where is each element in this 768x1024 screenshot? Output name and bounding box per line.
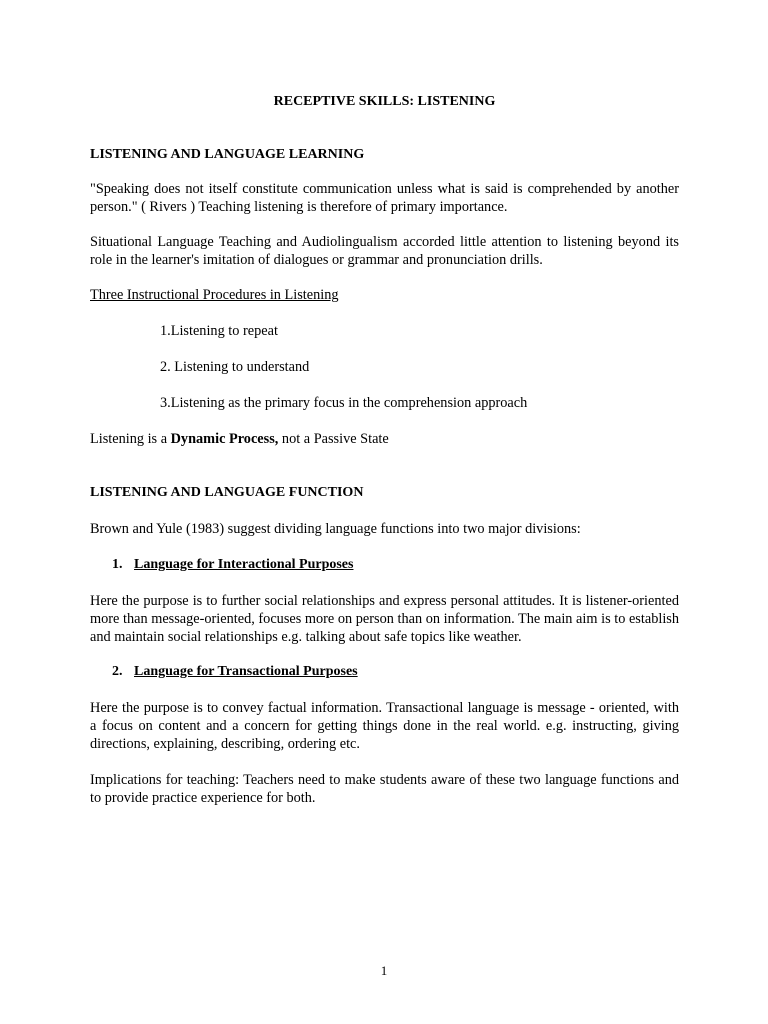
- section-heading-learning: LISTENING AND LANGUAGE LEARNING: [90, 147, 365, 162]
- transactional-paragraph: Here the purpose is to convey factual information. Transactional language is message - oriented, with a focus on content and a concern for getting things done in the real world. e.g. instructing, giving directions, explaining, describing, ordering etc.: [90, 700, 679, 752]
- section-heading-function: LISTENING AND LANGUAGE FUNCTION: [90, 485, 364, 500]
- document-title: RECEPTIVE SKILLS: LISTENING: [273, 94, 496, 109]
- interactional-label: Language for Interactional Purposes: [134, 557, 354, 572]
- procedure-item-1: 1.Listening to repeat: [160, 323, 278, 339]
- rivers-quote-paragraph: "Speaking does not itself constitute communication unless what is said is comprehended by another person." ( Rivers ) Teaching listening is therefore of primary importance.: [90, 181, 679, 215]
- transactional-number: 2.: [112, 664, 123, 679]
- dynamic-after-text: not a Passive State: [278, 431, 389, 447]
- situational-teaching-paragraph: Situational Language Teaching and Audiolingualism accorded little attention to listening beyond its role in the learner's imitation of dialogues or grammar and pronunciation drills.: [90, 234, 679, 268]
- brown-yule-intro: Brown and Yule (1983) suggest dividing language functions into two major divisions:: [90, 521, 581, 537]
- interactional-heading: [90, 556, 679, 574]
- transactional-heading: [90, 663, 679, 681]
- procedures-heading: Three Instructional Procedures in Listening: [90, 287, 339, 303]
- page-number: 1: [380, 963, 388, 978]
- procedure-item-3: 3.Listening as the primary focus in the comprehension approach: [160, 395, 528, 411]
- dynamic-before-text: Listening is a: [90, 431, 171, 447]
- procedure-item-2: 2. Listening to understand: [160, 359, 310, 375]
- dynamic-process-line: [90, 430, 679, 448]
- interactional-number: 1.: [112, 557, 123, 572]
- page-content: [90, 93, 679, 807]
- interactional-paragraph: Here the purpose is to further social relationships and express personal attitudes. It is listener-oriented more than message-oriented, focuses more on person than on information. The main aim is to establish and maintain social relationships e.g. talking about safe topics like weather.: [90, 593, 679, 645]
- transactional-label: Language for Transactional Purposes: [134, 664, 358, 679]
- dynamic-bold-text: Dynamic Process,: [170, 431, 279, 447]
- implications-paragraph: Implications for teaching: Teachers need to make students aware of these two language functions and to provide practice experience for both.: [90, 772, 679, 806]
